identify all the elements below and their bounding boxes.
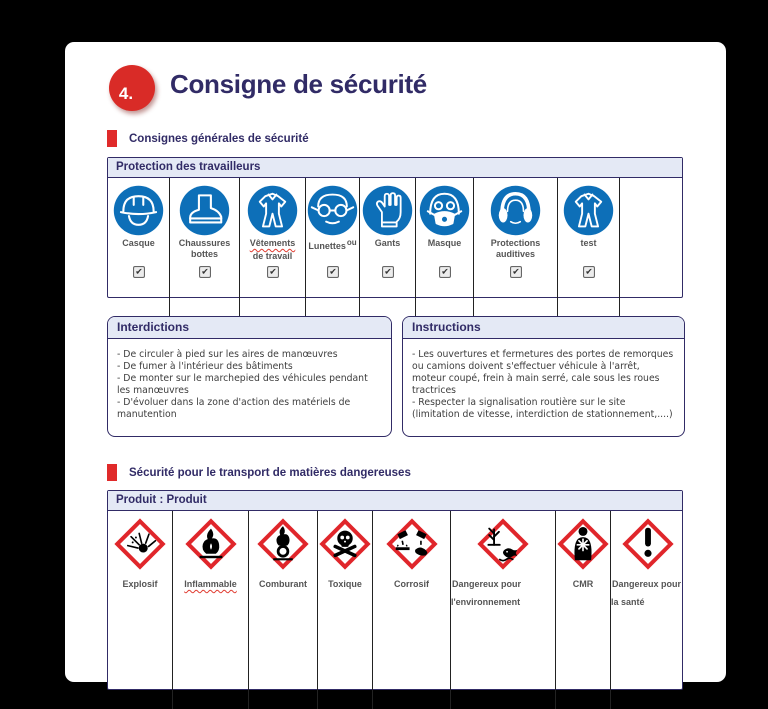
instructions-title: Instructions xyxy=(403,317,684,339)
ghs-cell-comburant xyxy=(249,511,318,709)
ghs-cell-environnement xyxy=(451,511,556,709)
ghs-cell-corrosif xyxy=(373,511,451,709)
interdictions-body xyxy=(108,339,391,431)
toxic-icon xyxy=(319,518,371,570)
ghs-cell-inflammable xyxy=(173,511,249,709)
ppe-label: Casque xyxy=(122,238,155,248)
environment-hazard-icon xyxy=(477,518,529,570)
heading-transport-safety-label: Sécurité pour le transport de matières dangereuses xyxy=(129,466,411,479)
ppe-label: Chaussures bottes xyxy=(178,238,231,259)
cmr-icon xyxy=(557,518,609,570)
ppe-cell-chaussures xyxy=(170,178,240,317)
ppe-checkbox-test[interactable] xyxy=(583,266,595,278)
product-panel-title: Produit : Produit xyxy=(108,491,682,511)
ghs-cell-explosif xyxy=(108,511,173,709)
interdiction-line: - De circuler à pied sur les aires de manœuvres xyxy=(117,349,338,360)
interdiction-line: - De monter sur le marchepied des véhicules pendant les manœuvres xyxy=(117,373,368,397)
flammable-icon xyxy=(185,518,237,570)
ppe-label: Masque xyxy=(427,238,462,248)
coverall-icon xyxy=(247,185,298,236)
ghs-label: Comburant xyxy=(259,579,307,589)
red-bullet-icon xyxy=(107,464,117,481)
ghs-label: Toxique xyxy=(328,579,362,589)
ppe-label-suffix: ou xyxy=(346,238,357,247)
heading-transport-safety xyxy=(107,464,411,481)
instructions-body xyxy=(403,339,684,431)
ppe-checkbox-masque[interactable] xyxy=(439,266,451,278)
ppe-checkbox-chaussures[interactable] xyxy=(199,266,211,278)
section-number-badge xyxy=(109,65,155,111)
ppe-cell-casque xyxy=(108,178,170,317)
ppe-checkbox-casque[interactable] xyxy=(133,266,145,278)
goggles-icon xyxy=(307,185,358,236)
workers-protection-title: Protection des travailleurs xyxy=(108,158,682,178)
ghs-cell-toxique xyxy=(318,511,373,709)
ppe-cell-masque xyxy=(416,178,474,317)
ppe-checkbox-lunettes[interactable] xyxy=(327,266,339,278)
ghs-label: Corrosif xyxy=(393,579,429,589)
ghs-label: CMR xyxy=(572,579,594,589)
ghs-label: Inflammable xyxy=(184,579,237,589)
red-bullet-icon xyxy=(107,130,117,147)
heading-general-safety-label: Consignes générales de sécurité xyxy=(129,132,309,145)
corrosive-icon xyxy=(386,518,438,570)
interdictions-title: Interdictions xyxy=(108,317,391,339)
ppe-cell-gants xyxy=(360,178,416,317)
ppe-cell-test xyxy=(558,178,620,317)
ppe-checkbox-protections-auditives[interactable] xyxy=(510,266,522,278)
interdiction-line: - D'évoluer dans la zone d'action des matériels de manutention xyxy=(117,397,351,421)
coverall-icon xyxy=(563,185,614,236)
ppe-label: test xyxy=(580,238,597,248)
instruction-line: - Respecter la signalisation routière sur le site (limitation de vitesse, interdiction de stationnement,....) xyxy=(412,397,673,421)
oxidizing-icon xyxy=(257,518,309,570)
respirator-mask-icon xyxy=(419,185,470,236)
ghs-table xyxy=(108,511,682,709)
ppe-label-line1: Vêtements xyxy=(249,238,296,248)
instructions-panel xyxy=(402,316,685,437)
page-title: Consigne de sécurité xyxy=(170,69,427,99)
ppe-label: Gants xyxy=(374,238,401,248)
ghs-cell-cmr xyxy=(556,511,611,709)
ppe-cell-vetements xyxy=(240,178,306,317)
ppe-checkbox-gants[interactable] xyxy=(382,266,394,278)
ghs-cell-sante xyxy=(611,511,684,709)
ppe-label: Lunettes xyxy=(308,241,346,251)
ghs-label: Explosif xyxy=(122,579,158,589)
explosive-icon xyxy=(114,518,166,570)
ppe-table-empty-cell xyxy=(620,178,682,317)
ppe-cell-protections-auditives xyxy=(474,178,558,317)
section-number: 4. xyxy=(118,84,134,103)
ppe-cell-lunettes xyxy=(306,178,360,317)
gloves-icon xyxy=(362,185,413,236)
interdictions-panel xyxy=(107,316,392,437)
ghs-label: Dangereux pour l'environnement xyxy=(451,579,522,607)
ppe-label-line2: de travail xyxy=(252,250,293,261)
product-hazards-panel xyxy=(107,490,683,690)
boots-icon xyxy=(179,185,230,236)
interdiction-line: - De fumer à l'intérieur des bâtiments xyxy=(117,361,293,373)
ppe-table xyxy=(108,178,682,317)
ppe-label: Protections auditives xyxy=(490,238,541,259)
ear-protection-icon xyxy=(490,185,541,236)
heading-general-safety xyxy=(107,130,309,147)
document-page xyxy=(65,42,726,682)
helmet-icon xyxy=(113,185,164,236)
ghs-label: Dangereux pour la santé xyxy=(611,579,682,607)
instruction-line: - Les ouvertures et fermetures des portes de remorques ou camions doivent s'effectuer véhicule à l'arrêt, moteur coupé, frein à main serré, cale sous les roues tractrices xyxy=(412,349,674,397)
workers-protection-panel xyxy=(107,157,683,298)
health-hazard-icon xyxy=(622,518,674,570)
ppe-checkbox-vetements[interactable] xyxy=(267,266,279,278)
